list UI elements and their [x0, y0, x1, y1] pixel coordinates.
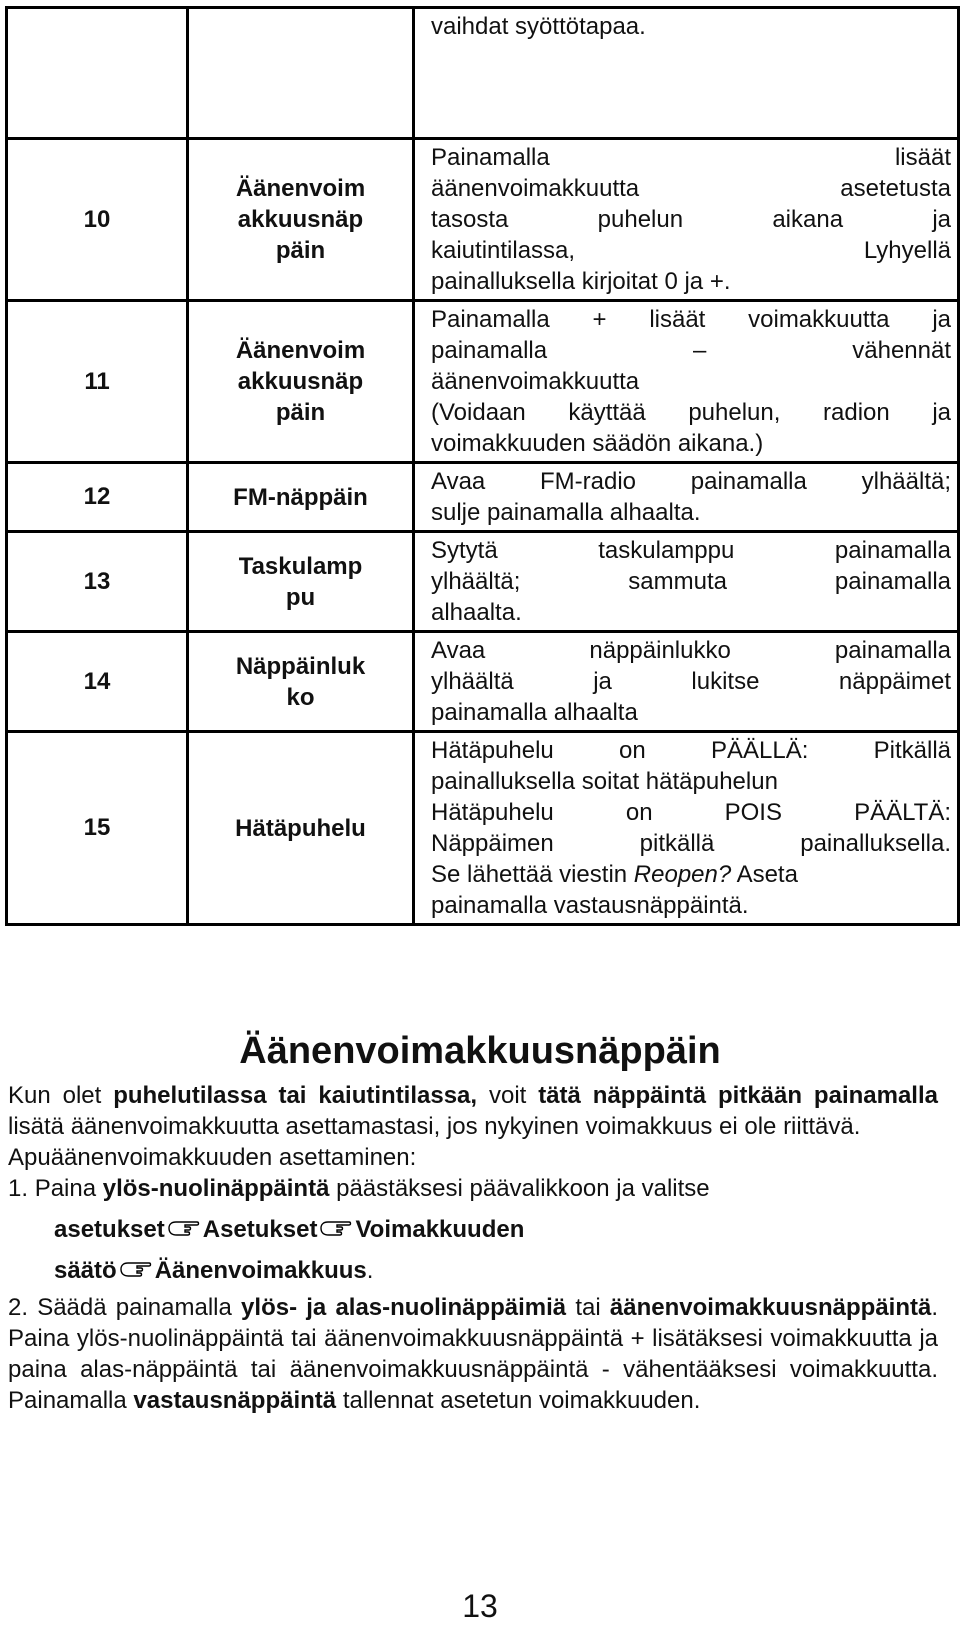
- key-name-line: ko: [286, 683, 315, 711]
- key-name-line: päin: [275, 399, 326, 426]
- desc-text: vaihdat syöttötapaa.: [431, 13, 646, 40]
- desc-line: sulje painamalla alhaalta.: [431, 499, 701, 526]
- desc-line: Hätäpuhelu on PÄÄLLÄ: Pitkällä: [431, 737, 951, 764]
- table-row: [7, 632, 959, 732]
- key-description: [414, 139, 959, 301]
- key-description: [414, 632, 959, 732]
- key-name: [188, 732, 414, 925]
- table-cell-empty: [7, 8, 188, 139]
- key-name-line: akkuusnäp: [237, 206, 364, 233]
- desc-line: painalluksella soitat hätäpuhelun: [431, 768, 778, 795]
- desc-text: Aseta: [736, 861, 798, 888]
- desc-line: äänenvoimakkuutta: [431, 368, 640, 395]
- step-1-text: 1. Paina ylös-nuolinäppäintä päästäksesi päävalikkoon ja valitse: [8, 1175, 710, 1202]
- key-name-line: Taskulamp: [238, 552, 363, 580]
- page-number: 13: [462, 1588, 498, 1624]
- desc-line: alhaalta.: [431, 599, 522, 626]
- table-row: [7, 732, 959, 925]
- key-name-line: Näppäinluk: [235, 652, 366, 680]
- key-number: 11: [7, 301, 188, 463]
- key-number: 14: [7, 632, 188, 732]
- menu-path-item: Asetukset: [202, 1216, 318, 1243]
- step-2: [8, 1292, 938, 1416]
- pointing-hand-icon: [319, 1214, 353, 1238]
- desc-italic-text: Reopen?: [633, 861, 732, 888]
- key-description: [414, 732, 959, 925]
- table-row: [7, 139, 959, 301]
- key-description: [414, 463, 959, 532]
- desc-line: painamalla – vähennät: [431, 337, 951, 364]
- key-name-line: pu: [285, 583, 316, 611]
- step-2-text: 2. Säädä painamalla ylös- ja alas-nuolinäppäimiä tai äänenvoimakkuusnäppäintä. Paina ylös-nuolinäppäintä tai äänenvoimakkuusnäppäintä + lisätäksesi voimakkuutta ja paina alas-näppäintä tai äänenvoimakkuusnäppäintä - vähentääksesi voimakkuutta. Painamalla vastausnäppäintä tallennat asetetun voimakkuuden.: [8, 1294, 939, 1414]
- body-text: [8, 1080, 938, 1416]
- desc-line: ylhäältä; sammuta painamalla: [431, 568, 951, 595]
- desc-line: kaiutintilassa, Lyhyellä: [431, 237, 951, 264]
- key-name-line: päin: [275, 237, 326, 264]
- step-1-menu-path: [8, 1214, 938, 1245]
- desc-line: painamalla vastausnäppäintä.: [431, 892, 749, 919]
- table-row: [7, 532, 959, 632]
- table-row: [7, 301, 959, 463]
- desc-text: Se lähettää viestin: [431, 861, 628, 888]
- desc-line: Painamalla + lisäät voimakkuutta ja: [431, 306, 951, 333]
- menu-path-item: asetukset: [54, 1216, 165, 1243]
- table-row: [7, 8, 959, 139]
- key-name: [188, 301, 414, 463]
- key-name-line: Hätäpuhelu: [235, 814, 366, 842]
- menu-path-item: Voimakkuuden: [355, 1216, 525, 1243]
- key-name: [188, 532, 414, 632]
- key-number: 10: [7, 139, 188, 301]
- desc-line: painamalla alhaalta: [431, 699, 638, 726]
- table-cell-desc: [414, 8, 959, 139]
- step-1: [8, 1173, 938, 1286]
- desc-line: painalluksella kirjoitat 0 ja +.: [431, 268, 731, 295]
- desc-line: Sytytä taskulamppu painamalla: [431, 537, 951, 564]
- desc-line: (Voidaan käyttää puhelun, radion ja: [431, 399, 951, 426]
- key-number: 12: [7, 463, 188, 532]
- key-number: 13: [7, 532, 188, 632]
- menu-path-item: säätö: [54, 1257, 117, 1284]
- desc-line: Hätäpuhelu on POIS PÄÄLTÄ:: [431, 799, 951, 826]
- key-name: [188, 632, 414, 732]
- desc-line: voimakkuuden säädön aikana.): [431, 430, 764, 457]
- key-name-line: Äänenvoim: [235, 337, 366, 364]
- key-description: [414, 301, 959, 463]
- desc-line: Avaa FM-radio painamalla ylhäältä;: [431, 468, 951, 495]
- key-name: [188, 139, 414, 301]
- desc-line: ylhäältä ja lukitse näppäimet: [431, 668, 951, 695]
- step-1-menu-path-cont: säätö Äänenvoimakkuus.: [54, 1257, 374, 1284]
- desc-line: äänenvoimakkuutta asetetusta: [431, 175, 951, 202]
- desc-line: Painamalla lisäät: [431, 144, 951, 171]
- pointing-hand-icon: [119, 1255, 153, 1279]
- table-row: [7, 463, 959, 532]
- key-name-line: Äänenvoim: [235, 175, 366, 202]
- desc-line: [431, 859, 951, 890]
- key-number: 15: [7, 732, 188, 925]
- desc-line: Näppäimen pitkällä painalluksella.: [431, 830, 951, 857]
- menu-path-item: Äänenvoimakkuus: [154, 1257, 367, 1284]
- key-function-table: [5, 6, 960, 926]
- key-name-line: FM-näppäin: [233, 483, 368, 511]
- table-cell-empty: [188, 8, 414, 139]
- desc-line: Avaa näppäinlukko painamalla: [431, 637, 951, 664]
- section-title: Äänenvoimakkuusnäppäin: [239, 1030, 721, 1072]
- key-name: [188, 463, 414, 532]
- key-description: [414, 532, 959, 632]
- key-name-line: akkuusnäp: [237, 368, 364, 395]
- pointing-hand-icon: [167, 1214, 201, 1238]
- intro-paragraph: Kun olet puhelutilassa tai kaiutintilassa, voit tätä näppäintä pitkään painamalla lisätä äänenvoimakkuutta asettamastasi, jos nykyinen voimakkuus ei ole riittävä.: [8, 1082, 938, 1140]
- desc-line: tasosta puhelun aikana ja: [431, 206, 951, 233]
- aux-heading: Apuäänenvoimakkuuden asettaminen:: [8, 1144, 417, 1171]
